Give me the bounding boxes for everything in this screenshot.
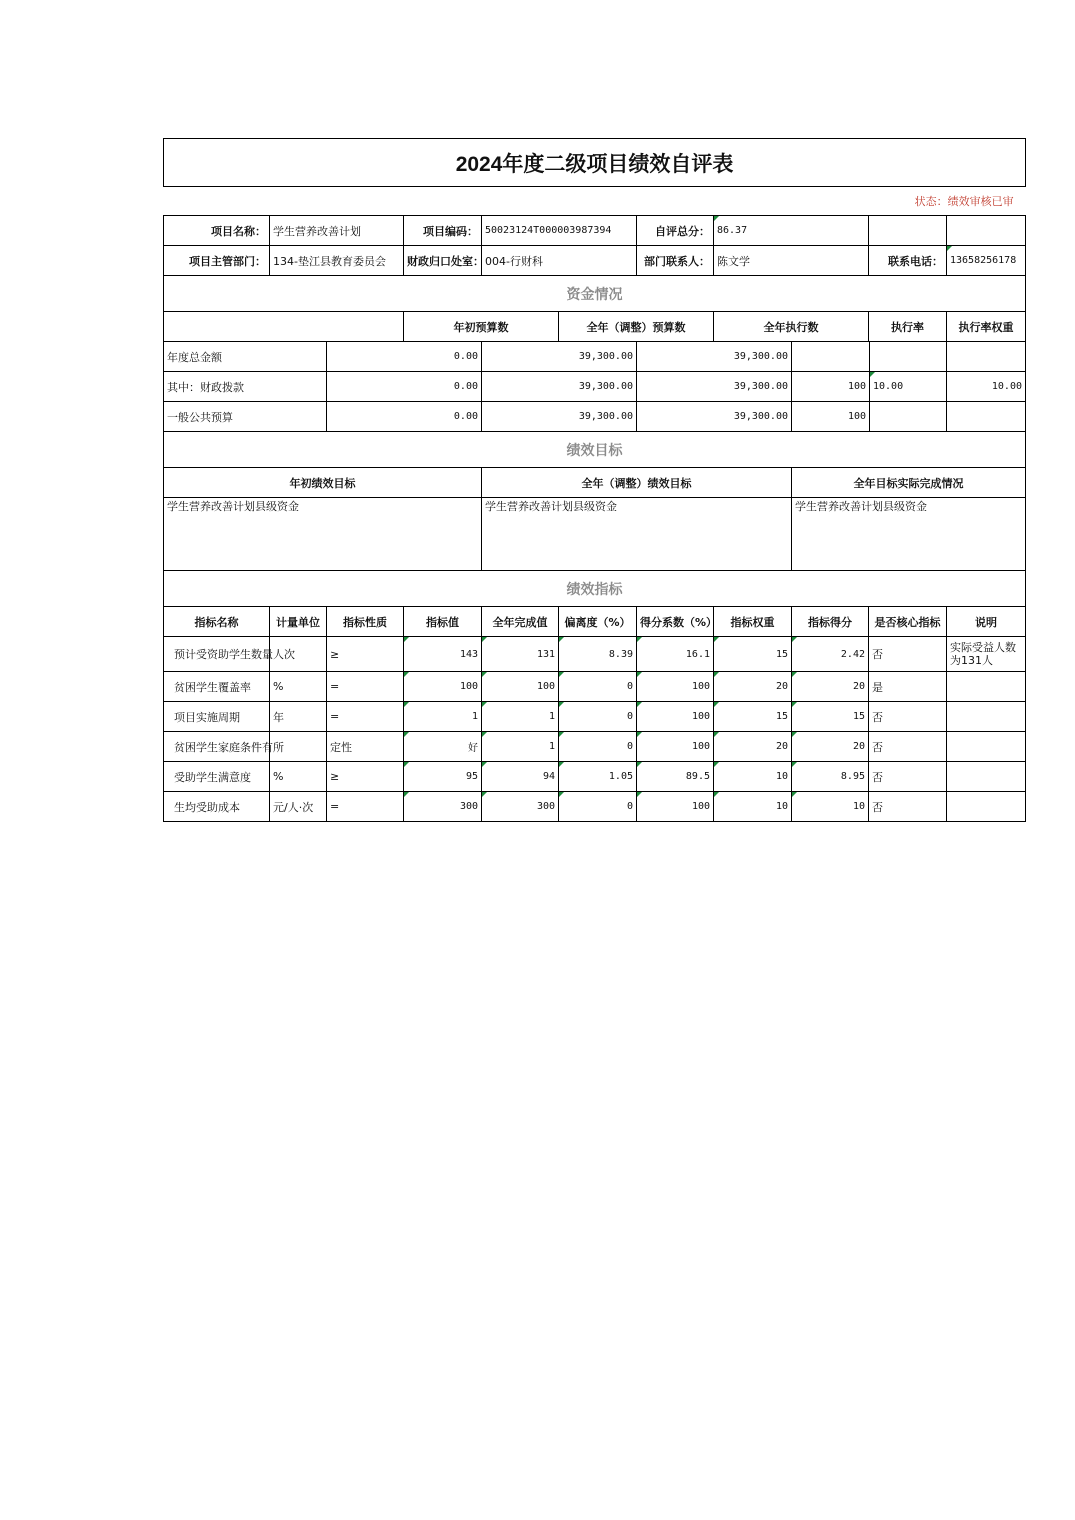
funds-header: 执行率权重 bbox=[947, 312, 1026, 342]
goals-header: 年初绩效目标 bbox=[164, 468, 482, 498]
dept-label: 项目主管部门： bbox=[164, 246, 270, 276]
funds-header: 全年执行数 bbox=[714, 312, 869, 342]
contact-value[interactable]: 陈文学 bbox=[714, 246, 869, 276]
indicator-cell[interactable]: 10 bbox=[714, 792, 792, 822]
indicator-cell[interactable]: 是 bbox=[869, 672, 947, 702]
indicators-body bbox=[164, 637, 1026, 822]
indicator-cell[interactable]: 15 bbox=[714, 637, 792, 672]
indicator-name[interactable]: 生均受助成本 bbox=[164, 792, 270, 822]
indicator-cell[interactable]: 0 bbox=[559, 732, 637, 762]
info-row-2 bbox=[164, 246, 1026, 276]
indicator-row bbox=[164, 762, 1026, 792]
indicator-cell[interactable]: 10 bbox=[792, 792, 869, 822]
funds-header: 全年（调整）预算数 bbox=[559, 312, 714, 342]
indicator-cell[interactable]: 0 bbox=[559, 792, 637, 822]
indicator-cell[interactable]: 2.42 bbox=[792, 637, 869, 672]
indicator-cell[interactable]: 8.39 bbox=[559, 637, 637, 672]
indicator-cell[interactable]: 94 bbox=[482, 762, 559, 792]
indicator-cell[interactable]: 元/人·次 bbox=[270, 792, 327, 822]
funds-cell[interactable]: 0.00 bbox=[327, 342, 482, 372]
dept-value[interactable]: 134-垫江县教育委员会 bbox=[270, 246, 404, 276]
indicator-cell[interactable]: 定性 bbox=[327, 732, 404, 762]
project-name-label: 项目名称： bbox=[164, 216, 270, 246]
indicator-cell[interactable]: = bbox=[327, 672, 404, 702]
indicator-cell[interactable]: 1 bbox=[482, 732, 559, 762]
funds-row bbox=[164, 372, 1026, 402]
funds-cell[interactable]: 0.00 bbox=[327, 372, 482, 402]
indicator-cell[interactable]: ≥ bbox=[327, 637, 404, 672]
indicators-header: 指标值 bbox=[404, 607, 482, 637]
project-name-value[interactable]: 学生营养改善计划 bbox=[270, 216, 404, 246]
indicator-cell[interactable]: 否 bbox=[869, 792, 947, 822]
indicators-header: 计量单位 bbox=[270, 607, 327, 637]
indicator-row bbox=[164, 702, 1026, 732]
indicators-section-title: 绩效指标 bbox=[164, 571, 1026, 607]
indicator-cell[interactable]: 1 bbox=[404, 702, 482, 732]
indicator-cell[interactable]: = bbox=[327, 702, 404, 732]
goals-header-row bbox=[164, 468, 1026, 498]
indicator-name[interactable]: 项目实施周期 bbox=[164, 702, 270, 732]
funds-cell[interactable] bbox=[947, 402, 1026, 432]
funds-section-title: 资金情况 bbox=[164, 276, 1026, 312]
funds-row-label: 其中：财政拨款 bbox=[164, 372, 327, 402]
indicators-header: 得分系数（%） bbox=[637, 607, 714, 637]
goals-section-title: 绩效目标 bbox=[164, 432, 1026, 468]
indicator-name[interactable]: 贫困学生覆盖率 bbox=[164, 672, 270, 702]
indicator-cell[interactable]: 否 bbox=[869, 732, 947, 762]
indicator-cell[interactable]: 100 bbox=[482, 672, 559, 702]
indicator-cell[interactable]: 300 bbox=[404, 792, 482, 822]
indicator-cell[interactable]: 100 bbox=[404, 672, 482, 702]
funds-cell[interactable]: 10.00 bbox=[947, 372, 1026, 402]
indicator-cell[interactable]: 1 bbox=[482, 702, 559, 732]
goal-initial[interactable]: 学生营养改善计划县级资金 bbox=[164, 498, 482, 571]
indicator-cell[interactable]: 16.1 bbox=[637, 637, 714, 672]
indicator-row bbox=[164, 792, 1026, 822]
indicator-cell[interactable]: 131 bbox=[482, 637, 559, 672]
indicator-cell[interactable]: 20 bbox=[792, 732, 869, 762]
funds-cell[interactable]: 39,300.00 bbox=[482, 372, 637, 402]
indicator-cell[interactable]: 否 bbox=[869, 702, 947, 732]
indicator-cell[interactable]: 年 bbox=[270, 702, 327, 732]
finance-label: 财政归口处室： bbox=[404, 246, 482, 276]
funds-cell[interactable] bbox=[870, 402, 947, 432]
total-score-value[interactable]: 86.37 bbox=[714, 216, 869, 246]
funds-row-label: 年度总金额 bbox=[164, 342, 327, 372]
indicators-header: 指标性质 bbox=[327, 607, 404, 637]
funds-cell[interactable]: 0.00 bbox=[327, 402, 482, 432]
funds-cell[interactable]: 39,300.00 bbox=[482, 342, 637, 372]
finance-value[interactable]: 004-行财科 bbox=[482, 246, 637, 276]
info-empty-cell[interactable] bbox=[947, 216, 1026, 246]
indicator-row bbox=[164, 637, 1026, 672]
indicator-cell[interactable]: 人次 bbox=[270, 637, 327, 672]
indicator-cell[interactable]: 10 bbox=[714, 762, 792, 792]
funds-cell[interactable]: 39,300.00 bbox=[482, 402, 637, 432]
project-code-value[interactable]: 50023124T000003987394 bbox=[482, 216, 637, 246]
goals-table bbox=[163, 431, 1026, 571]
indicator-cell[interactable]: 95 bbox=[404, 762, 482, 792]
indicators-header: 说明 bbox=[947, 607, 1026, 637]
phone-label: 联系电话： bbox=[869, 246, 947, 276]
indicator-cell[interactable]: 0 bbox=[559, 672, 637, 702]
indicator-cell[interactable]: 89.5 bbox=[637, 762, 714, 792]
indicator-cell[interactable]: 100 bbox=[637, 702, 714, 732]
goal-actual[interactable]: 学生营养改善计划县级资金 bbox=[792, 498, 1026, 571]
funds-header bbox=[164, 312, 404, 342]
indicators-header: 偏离度（%） bbox=[559, 607, 637, 637]
indicator-cell[interactable]: 20 bbox=[792, 672, 869, 702]
funds-cell[interactable] bbox=[792, 342, 870, 372]
funds-table bbox=[163, 341, 1026, 432]
indicator-cell[interactable]: 300 bbox=[482, 792, 559, 822]
funds-header: 年初预算数 bbox=[404, 312, 559, 342]
indicator-cell[interactable] bbox=[270, 732, 327, 762]
info-empty-cell[interactable] bbox=[869, 216, 947, 246]
indicator-cell[interactable]: 实际受益人数为131人 bbox=[947, 637, 1026, 672]
indicator-cell[interactable]: = bbox=[327, 792, 404, 822]
funds-cell[interactable]: 39,300.00 bbox=[637, 372, 792, 402]
indicator-name[interactable]: 预计受资助学生数量 bbox=[164, 637, 270, 672]
indicator-cell[interactable]: 143 bbox=[404, 637, 482, 672]
indicator-cell[interactable]: 100 bbox=[637, 672, 714, 702]
evaluation-table bbox=[163, 138, 1026, 342]
info-row-1 bbox=[164, 216, 1026, 246]
indicator-cell[interactable] bbox=[947, 672, 1026, 702]
indicator-cell[interactable]: 15 bbox=[792, 702, 869, 732]
goals-header: 全年（调整）绩效目标 bbox=[482, 468, 792, 498]
funds-header-row bbox=[164, 312, 1026, 342]
funds-cell[interactable]: 39,300.00 bbox=[637, 402, 792, 432]
funds-cell[interactable]: 10.00 bbox=[870, 372, 947, 402]
funds-row-label: 一般公共预算 bbox=[164, 402, 327, 432]
goals-header: 全年目标实际完成情况 bbox=[792, 468, 1026, 498]
phone-value[interactable]: 13658256178 bbox=[947, 246, 1026, 276]
indicator-row bbox=[164, 672, 1026, 702]
indicator-name[interactable]: 受助学生满意度 bbox=[164, 762, 270, 792]
indicator-cell[interactable] bbox=[947, 702, 1026, 732]
indicators-header: 指标得分 bbox=[792, 607, 869, 637]
indicators-header: 全年完成值 bbox=[482, 607, 559, 637]
funds-cell[interactable] bbox=[870, 342, 947, 372]
indicators-table bbox=[163, 570, 1026, 822]
evaluation-sheet bbox=[163, 138, 1025, 822]
indicator-cell[interactable]: 否 bbox=[869, 637, 947, 672]
indicators-header: 是否核心指标 bbox=[869, 607, 947, 637]
indicator-cell[interactable]: 好 bbox=[404, 732, 482, 762]
indicator-cell[interactable]: 100 bbox=[637, 792, 714, 822]
indicator-cell[interactable]: ≥ bbox=[327, 762, 404, 792]
indicator-cell[interactable]: 20 bbox=[714, 732, 792, 762]
indicator-cell[interactable] bbox=[947, 762, 1026, 792]
indicator-cell[interactable]: 否 bbox=[869, 762, 947, 792]
indicators-header-row bbox=[164, 607, 1026, 637]
status-badge: 状态：绩效审核已审 bbox=[164, 187, 1026, 216]
funds-header: 执行率 bbox=[869, 312, 947, 342]
indicator-cell[interactable]: 15 bbox=[714, 702, 792, 732]
project-code-label: 项目编码： bbox=[404, 216, 482, 246]
goal-adjusted[interactable]: 学生营养改善计划县级资金 bbox=[482, 498, 792, 571]
contact-label: 部门联系人： bbox=[637, 246, 714, 276]
funds-cell[interactable]: 39,300.00 bbox=[637, 342, 792, 372]
indicator-row bbox=[164, 732, 1026, 762]
indicator-cell[interactable]: 1.05 bbox=[559, 762, 637, 792]
indicator-cell[interactable]: % bbox=[270, 762, 327, 792]
indicator-cell[interactable]: 0 bbox=[559, 702, 637, 732]
funds-cell[interactable] bbox=[947, 342, 1026, 372]
indicators-header: 指标权重 bbox=[714, 607, 792, 637]
goals-value-row bbox=[164, 498, 1026, 571]
total-score-label: 自评总分： bbox=[637, 216, 714, 246]
indicator-cell[interactable]: % bbox=[270, 672, 327, 702]
indicator-cell[interactable]: 20 bbox=[714, 672, 792, 702]
indicator-cell[interactable]: 8.95 bbox=[792, 762, 869, 792]
funds-row bbox=[164, 402, 1026, 432]
indicator-cell[interactable]: 100 bbox=[637, 732, 714, 762]
funds-row bbox=[164, 342, 1026, 372]
page-title: 2024年度二级项目绩效自评表 bbox=[164, 139, 1026, 187]
funds-cell[interactable]: 100 bbox=[792, 402, 870, 432]
indicator-cell[interactable] bbox=[947, 732, 1026, 762]
indicator-name[interactable]: 贫困学生家庭条件有所 bbox=[164, 732, 270, 762]
indicator-cell[interactable] bbox=[947, 792, 1026, 822]
indicators-header: 指标名称 bbox=[164, 607, 270, 637]
funds-cell[interactable]: 100 bbox=[792, 372, 870, 402]
